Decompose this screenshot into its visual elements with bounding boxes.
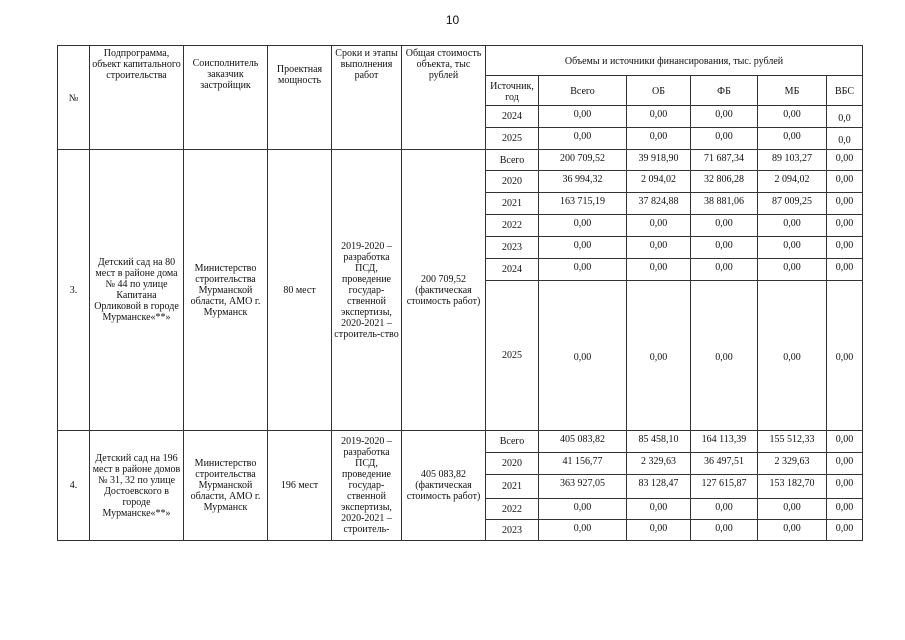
header-mb: МБ [758, 76, 827, 106]
value-mb: 0,00 [758, 106, 827, 128]
value-vbs: 0,0 [827, 128, 863, 150]
value-all: 0,00 [539, 520, 627, 541]
header-financing: Объемы и источники финансирования, тыс. рублей [486, 46, 863, 76]
value-fb: 32 806,28 [691, 171, 758, 193]
value-vbs: 0,00 [827, 259, 863, 281]
value-fb: 38 881,06 [691, 193, 758, 215]
header-capacity: Проектная мощность [268, 46, 332, 150]
value-mb: 0,00 [758, 237, 827, 259]
object-terms: 2019-2020 – разработка ПСД, проведение государ-ственной экспертизы, 2020-2021 – строитель-ство [332, 150, 402, 431]
value-all: 0,00 [539, 106, 627, 128]
value-ob: 0,00 [627, 106, 691, 128]
value-fb: 0,00 [691, 237, 758, 259]
value-fb: 0,00 [691, 128, 758, 150]
value-mb: 155 512,33 [758, 431, 827, 453]
value-fb: 71 687,34 [691, 150, 758, 171]
value-mb: 0,00 [758, 520, 827, 541]
year-cell: Всего [486, 150, 539, 171]
header-all: Всего [539, 76, 627, 106]
value-vbs: 0,00 [827, 193, 863, 215]
value-vbs: 0,00 [827, 150, 863, 171]
object-number: 3. [58, 150, 90, 431]
value-ob: 0,00 [627, 259, 691, 281]
value-all: 163 715,19 [539, 193, 627, 215]
value-ob: 0,00 [627, 499, 691, 520]
financing-table [57, 45, 863, 541]
year-cell: 2023 [486, 237, 539, 259]
value-ob: 39 918,90 [627, 150, 691, 171]
value-ob: 0,00 [627, 520, 691, 541]
value-all: 0,00 [539, 215, 627, 237]
year-cell: 2020 [486, 453, 539, 475]
value-all: 0,00 [539, 499, 627, 520]
value-ob: 37 824,88 [627, 193, 691, 215]
value-mb: 0,00 [758, 281, 827, 431]
object-total-cost: 405 083,82 (фактическая стоимость работ) [402, 431, 486, 541]
value-fb: 0,00 [691, 520, 758, 541]
value-all: 0,00 [539, 259, 627, 281]
value-fb: 0,00 [691, 106, 758, 128]
value-vbs: 0,00 [827, 237, 863, 259]
value-mb: 87 009,25 [758, 193, 827, 215]
header-terms: Сроки и этапы выполнения работ [332, 46, 402, 150]
value-fb: 0,00 [691, 259, 758, 281]
value-ob: 0,00 [627, 128, 691, 150]
value-ob: 0,00 [627, 281, 691, 431]
year-cell: 2024 [486, 106, 539, 128]
year-cell: 2025 [486, 128, 539, 150]
value-all: 363 927,05 [539, 475, 627, 499]
value-all: 0,00 [539, 128, 627, 150]
value-ob: 2 094,02 [627, 171, 691, 193]
year-cell: Всего [486, 431, 539, 453]
value-vbs: 0,00 [827, 499, 863, 520]
object-capacity: 80 мест [268, 150, 332, 431]
value-ob: 0,00 [627, 237, 691, 259]
header-customer: Соисполнитель заказчик застройщик [184, 46, 268, 150]
object-customer: Министерство строительства Мурманской области, АМО г. Мурманск [184, 431, 268, 541]
value-mb: 89 103,27 [758, 150, 827, 171]
value-fb: 164 113,39 [691, 431, 758, 453]
year-cell: 2024 [486, 259, 539, 281]
value-fb: 0,00 [691, 281, 758, 431]
value-mb: 0,00 [758, 128, 827, 150]
value-mb: 153 182,70 [758, 475, 827, 499]
value-mb: 0,00 [758, 499, 827, 520]
year-cell: 2025 [486, 281, 539, 431]
year-cell: 2023 [486, 520, 539, 541]
header-subprogram: Подпрограмма, объект капитального строительства [90, 46, 184, 150]
value-fb: 0,00 [691, 499, 758, 520]
header-vbs: ВБС [827, 76, 863, 106]
table-row [58, 431, 863, 453]
page-number: 10 [445, 13, 460, 27]
value-vbs: 0,00 [827, 520, 863, 541]
header-total-cost: Общая стоимость объекта, тыс рублей [402, 46, 486, 150]
value-mb: 0,00 [758, 259, 827, 281]
object-terms: 2019-2020 – разработка ПСД, проведение государ-ственной экспертизы, 2020-2021 – строитель- [332, 431, 402, 541]
value-vbs: 0,00 [827, 215, 863, 237]
value-all: 0,00 [539, 281, 627, 431]
year-cell: 2020 [486, 171, 539, 193]
value-all: 200 709,52 [539, 150, 627, 171]
value-fb: 36 497,51 [691, 453, 758, 475]
value-mb: 2 329,63 [758, 453, 827, 475]
year-cell: 2022 [486, 215, 539, 237]
value-mb: 0,00 [758, 215, 827, 237]
value-ob: 83 128,47 [627, 475, 691, 499]
value-fb: 127 615,87 [691, 475, 758, 499]
year-cell: 2021 [486, 475, 539, 499]
header-ob: ОБ [627, 76, 691, 106]
header-fb: ФБ [691, 76, 758, 106]
value-vbs: 0,00 [827, 281, 863, 431]
value-ob: 0,00 [627, 215, 691, 237]
value-ob: 85 458,10 [627, 431, 691, 453]
table-row [58, 150, 863, 171]
object-customer: Министерство строительства Мурманской области, АМО г. Мурманск [184, 150, 268, 431]
header-source: Источник, год [486, 76, 539, 106]
value-vbs: 0,00 [827, 171, 863, 193]
value-all: 0,00 [539, 237, 627, 259]
year-cell: 2022 [486, 499, 539, 520]
value-vbs: 0,00 [827, 475, 863, 499]
object-total-cost: 200 709,52 (фактическая стоимость работ) [402, 150, 486, 431]
value-vbs: 0,00 [827, 453, 863, 475]
value-ob: 2 329,63 [627, 453, 691, 475]
object-name: Детский сад на 196 мест в районе домов № 31, 32 по улице Достоевского в городе Мурманске«**» [90, 431, 184, 541]
value-all: 405 083,82 [539, 431, 627, 453]
header-no: № [58, 46, 90, 150]
value-all: 41 156,77 [539, 453, 627, 475]
value-all: 36 994,32 [539, 171, 627, 193]
value-vbs: 0,0 [827, 106, 863, 128]
object-capacity: 196 мест [268, 431, 332, 541]
value-fb: 0,00 [691, 215, 758, 237]
year-cell: 2021 [486, 193, 539, 215]
value-vbs: 0,00 [827, 431, 863, 453]
object-name: Детский сад на 80 мест в районе дома № 44 по улице Капитана Орликовой в городе Мурманске«**» [90, 150, 184, 431]
object-number: 4. [58, 431, 90, 541]
value-mb: 2 094,02 [758, 171, 827, 193]
